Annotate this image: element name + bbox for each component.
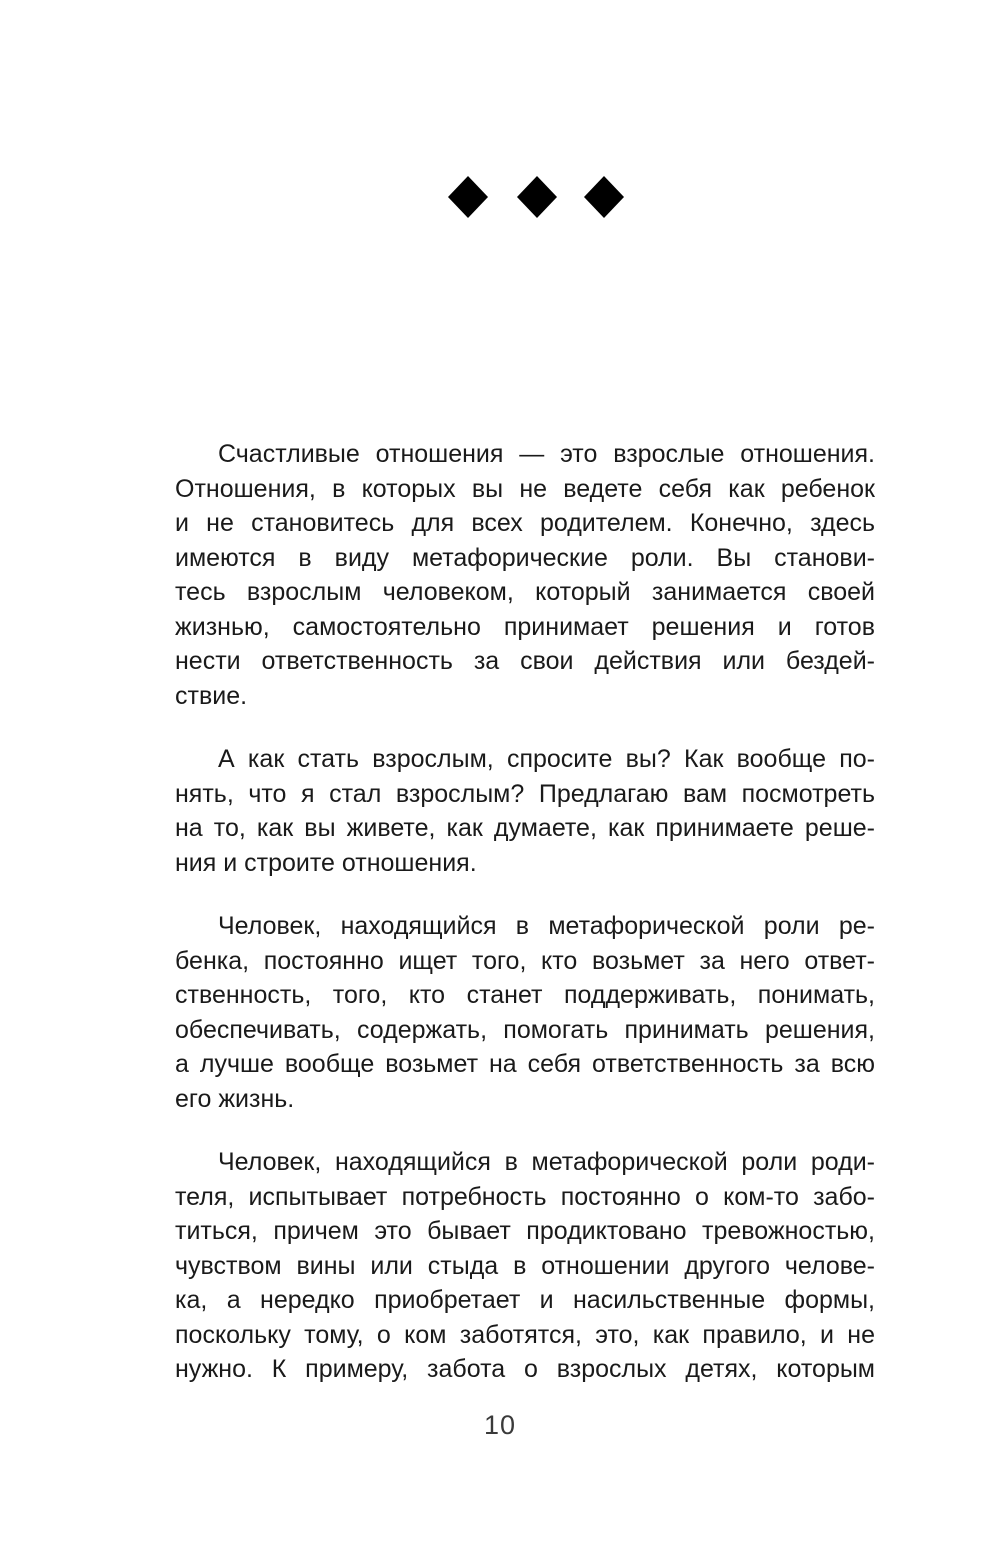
text-line: нести ответственность за свои действия или бездей- [175, 647, 875, 675]
text-line: нужно. К примеру, забота о взрослых детях, которым [175, 1355, 875, 1383]
text-line: ния и строите отношения. [175, 848, 477, 877]
diamond-center-icon [517, 176, 557, 218]
diamond-right-icon [584, 176, 624, 218]
paragraph-1 [175, 437, 875, 713]
text-line: Отношения, в которых вы не ведете себя как ребенок [175, 474, 875, 503]
text-line: нять, что я стал взрослым? Предлагаю вам посмотреть [175, 779, 875, 808]
text-line: теля, испытывает потребность постоянно о ком-то забо- [175, 1182, 875, 1211]
paragraph-2 [175, 742, 875, 880]
text-line: Человек, находящийся в метафорической роли ре- [218, 912, 875, 940]
page-number: 10 [483, 1410, 517, 1440]
text-line: поскольку тому, о ком заботятся, это, как правило, и не [175, 1320, 875, 1349]
text-line: А как стать взрослым, спросите вы? Как вообще по- [218, 745, 875, 773]
text-line: имеются в виду метафорические роли. Вы станови- [175, 543, 875, 572]
text-line: титься, причем это бывает продиктовано тревожностью, [175, 1217, 875, 1245]
text-line: обеспечивать, содержать, помогать принимать решения, [175, 1015, 875, 1044]
diamond-left-icon [448, 176, 488, 218]
text-line: ствие. [175, 681, 248, 710]
text-line: ственность, того, кто станет поддерживать, понимать, [175, 981, 875, 1009]
text-line: Человек, находящийся в метафорической роли роди- [218, 1148, 875, 1176]
text-line: и не становитесь для всех родителем. Конечно, здесь [175, 509, 875, 537]
text-line: чувством вины или стыда в отношении другого челове- [175, 1251, 875, 1280]
text-line: жизнью, самостоятельно принимает решения и готов [175, 612, 875, 641]
text-line: его жизнь. [175, 1084, 295, 1113]
text-line: Счастливые отношения — это взрослые отношения. [218, 440, 875, 468]
text-line: на то, как вы живете, как думаете, как принимаете реше- [175, 814, 875, 842]
diamonds-icon [0, 176, 1000, 228]
text-line: а лучше вообще возьмет на себя ответственность за всю [175, 1050, 875, 1078]
paragraph-3 [175, 909, 875, 1116]
body-text [175, 437, 875, 1416]
paragraph-4 [175, 1145, 875, 1387]
text-line: тесь взрослым человеком, который занимается своей [175, 578, 875, 606]
text-line: ка, а нередко приобретает и насильственные формы, [175, 1286, 875, 1314]
text-line: бенка, постоянно ищет того, кто возьмет за него ответ- [175, 946, 875, 975]
ornament-diamonds [0, 176, 1000, 228]
